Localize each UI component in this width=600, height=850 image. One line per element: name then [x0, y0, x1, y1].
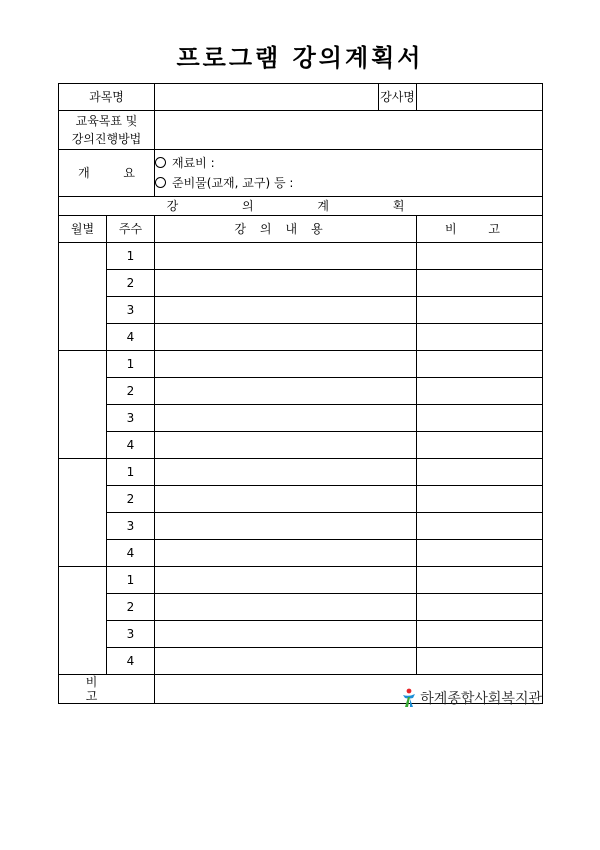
summary-item: 재료비 :: [172, 156, 215, 170]
week-row: [59, 378, 543, 405]
lecture-content-cell[interactable]: [155, 378, 417, 405]
remarks-label: 비 고: [59, 675, 155, 704]
week-row: [59, 243, 543, 270]
note-cell[interactable]: [417, 297, 543, 324]
note-cell[interactable]: [417, 459, 543, 486]
summary-label-2: 요: [123, 166, 135, 180]
summary-row: [59, 150, 543, 197]
week-row: [59, 486, 543, 513]
note-cell[interactable]: [417, 351, 543, 378]
plan-header-row: [59, 216, 543, 243]
note-cell[interactable]: [417, 243, 543, 270]
circle-bullet-icon: [155, 177, 166, 188]
col-content-header: 강의내용: [155, 216, 417, 243]
note-cell[interactable]: [417, 405, 543, 432]
week-row: [59, 648, 543, 675]
note-cell[interactable]: [417, 648, 543, 675]
note-cell[interactable]: [417, 486, 543, 513]
week-row: [59, 459, 543, 486]
lecture-content-cell[interactable]: [155, 648, 417, 675]
objective-label: [59, 111, 155, 150]
week-number: 2: [107, 270, 155, 297]
lecture-content-cell[interactable]: [155, 243, 417, 270]
week-row: [59, 297, 543, 324]
week-number: 3: [107, 621, 155, 648]
month-cell[interactable]: [59, 351, 107, 459]
lecture-plan-form: [58, 83, 543, 704]
lecture-content-cell[interactable]: [155, 432, 417, 459]
lecture-content-cell[interactable]: [155, 567, 417, 594]
week-number: 4: [107, 540, 155, 567]
course-field[interactable]: [155, 84, 379, 111]
logo-text: 하계종합사회복지관: [420, 691, 542, 707]
course-row: [59, 84, 543, 111]
week-number: 1: [107, 351, 155, 378]
logo-mark-icon: [400, 688, 418, 708]
note-cell[interactable]: [417, 540, 543, 567]
lecture-content-cell[interactable]: [155, 405, 417, 432]
circle-bullet-icon: [155, 157, 166, 168]
plan-title-row: [59, 197, 543, 216]
week-row: [59, 405, 543, 432]
plan-section-title: 강 의 계 획: [59, 197, 543, 216]
note-cell[interactable]: [417, 513, 543, 540]
week-number: 3: [107, 297, 155, 324]
col-week-header: 주수: [107, 216, 155, 243]
week-number: 4: [107, 432, 155, 459]
objective-field[interactable]: [155, 111, 543, 150]
week-number: 2: [107, 378, 155, 405]
lecture-content-cell[interactable]: [155, 621, 417, 648]
lecture-content-cell[interactable]: [155, 459, 417, 486]
summary-field[interactable]: [155, 150, 543, 197]
lecture-content-cell[interactable]: [155, 594, 417, 621]
week-row: [59, 513, 543, 540]
summary-item: 준비물(교재, 교구) 등 :: [172, 176, 294, 190]
note-cell[interactable]: [417, 567, 543, 594]
note-cell[interactable]: [417, 378, 543, 405]
week-number: 1: [107, 459, 155, 486]
week-number: 2: [107, 594, 155, 621]
objective-row: [59, 111, 543, 150]
note-cell[interactable]: [417, 594, 543, 621]
instructor-field[interactable]: [417, 84, 543, 111]
week-row: [59, 540, 543, 567]
week-row: [59, 324, 543, 351]
lecture-content-cell[interactable]: [155, 270, 417, 297]
week-row: [59, 351, 543, 378]
week-number: 4: [107, 648, 155, 675]
week-row: [59, 567, 543, 594]
lecture-content-cell[interactable]: [155, 324, 417, 351]
week-row: [59, 270, 543, 297]
note-cell[interactable]: [417, 270, 543, 297]
week-row: [59, 621, 543, 648]
month-cell[interactable]: [59, 243, 107, 351]
note-cell[interactable]: [417, 324, 543, 351]
week-number: 3: [107, 513, 155, 540]
week-number: 2: [107, 486, 155, 513]
col-month-header: 월별: [59, 216, 107, 243]
instructor-label: 강사명: [379, 84, 417, 111]
lecture-content-cell[interactable]: [155, 540, 417, 567]
lecture-content-cell[interactable]: [155, 297, 417, 324]
month-cell[interactable]: [59, 567, 107, 675]
objective-label-line1: 교육목표 및: [75, 114, 138, 128]
summary-label-1: 개: [78, 166, 90, 180]
week-row: [59, 432, 543, 459]
organization-logo: [400, 688, 542, 708]
col-note-header: 비 고: [417, 216, 543, 243]
week-number: 1: [107, 567, 155, 594]
note-cell[interactable]: [417, 621, 543, 648]
note-cell[interactable]: [417, 432, 543, 459]
lecture-content-cell[interactable]: [155, 486, 417, 513]
objective-label-line2: 강의진행방법: [71, 132, 142, 146]
document-title: 프로그램 강의계획서: [176, 44, 424, 72]
summary-label: [59, 150, 155, 197]
week-row: [59, 594, 543, 621]
month-cell[interactable]: [59, 459, 107, 567]
week-number: 1: [107, 243, 155, 270]
course-label: 과목명: [59, 84, 155, 111]
week-number: 4: [107, 324, 155, 351]
lecture-content-cell[interactable]: [155, 351, 417, 378]
week-number: 3: [107, 405, 155, 432]
lecture-content-cell[interactable]: [155, 513, 417, 540]
